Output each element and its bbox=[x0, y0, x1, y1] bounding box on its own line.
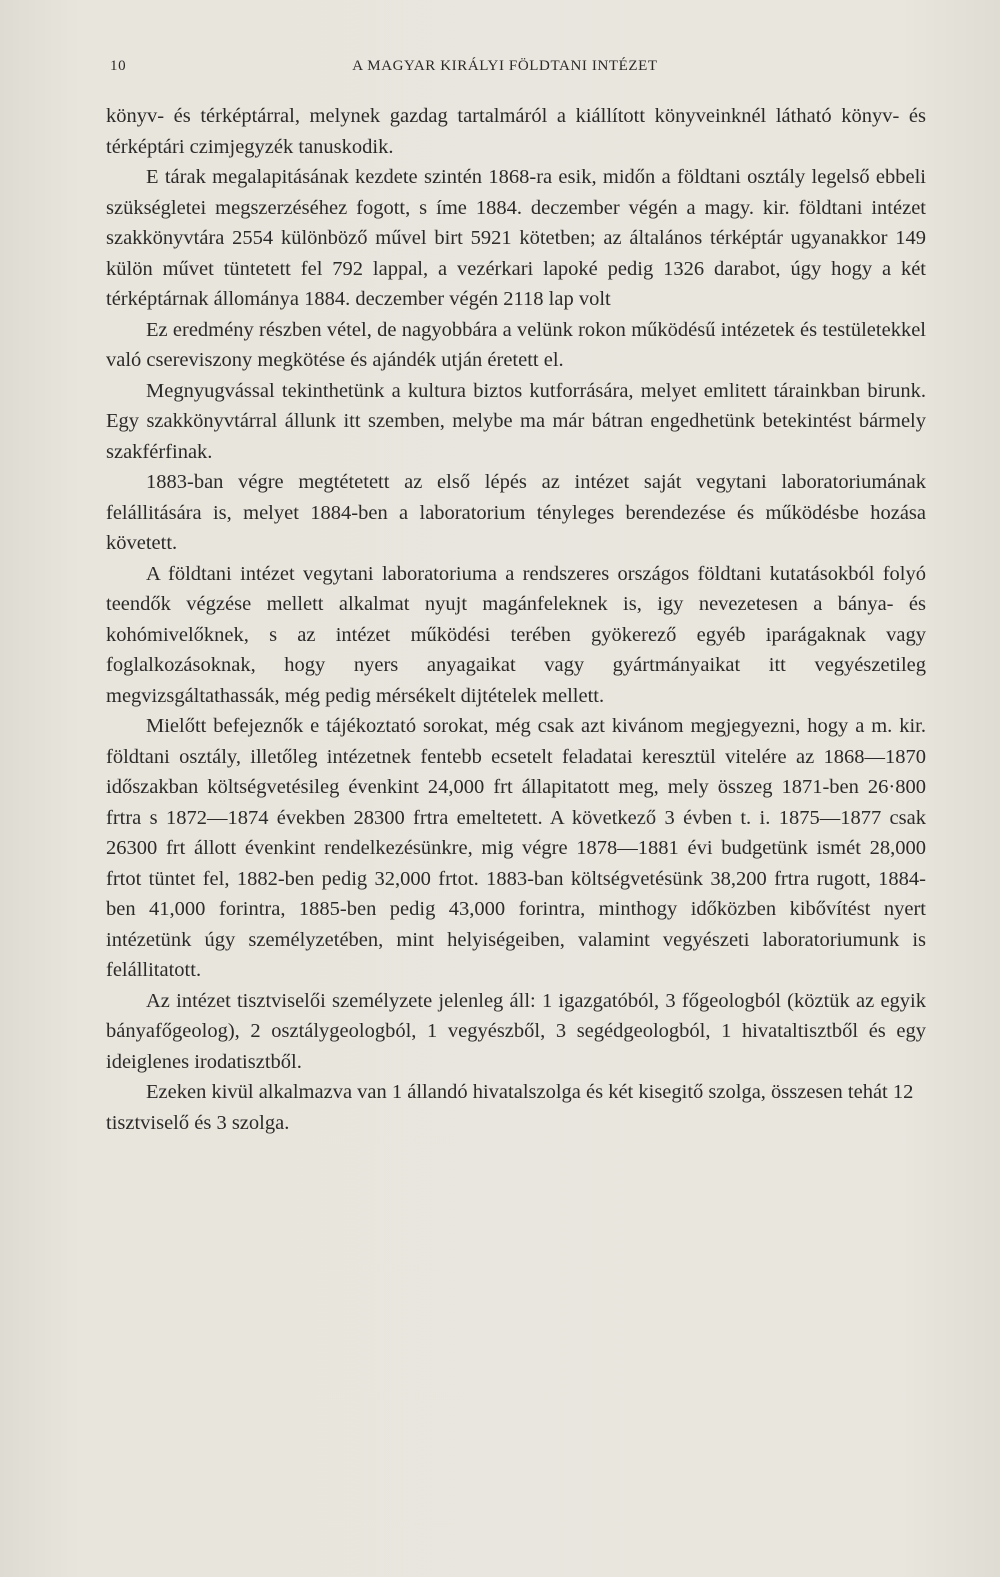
running-title: A MAGYAR KIRÁLYI FÖLDTANI INTÉZET bbox=[352, 58, 658, 74]
body-text bbox=[106, 101, 926, 1138]
page-header bbox=[110, 58, 900, 86]
paragraph: Mielőtt befejeznők e tájékoztató sorokat, még csak azt kivánom megjegyezni, hogy a m. kir. földtani osztály, illetőleg intézetnek fentebb ecsetelt feladatai keresztül vitelére az 1868—1870 időszakban költségvetésileg évenkint 24,000 frt állapitatott meg, mely összeg 1871-ben 26·800 frtra s 1872—1874 években 28300 frtra emeltetett. A következő 3 évben t. i. 1875—1877 csak 26300 frt állott évenkint rendelkezésünkre, mig végre 1878—1881 évi budgetünk ismét 28,000 frtot tüntet fel, 1882-ben pedig 32,000 frtot. 1883-ban költségvetésünk 38,200 frtra rugott, 1884-ben 41,000 forintra, 1885-ben pedig 43,000 forintra, minthogy időközben kibővítést nyert intézetünk úgy személyzetében, mint helyiségeiben, valamint vegyészeti laboratoriumunk is felállitatott. bbox=[106, 715, 926, 981]
paragraph: könyv- és térképtárral, melynek gazdag tartalmáról a kiállított könyveinknél látható könyv- és térképtári czimjegyzék tanuskodik. bbox=[106, 105, 926, 158]
paragraph: A földtani intézet vegytani laboratoriuma a rendszeres országos földtani kutatásokból folyó teendők végzése mellett alkalmat nyujt magánfeleknek is, igy nevezetesen a bánya- és kohómivelőknek, s az intézet működési terében gyökerező egyéb iparágaknak vagy foglalkozásoknak, hogy nyers anyagaikat vagy gyártmányaikat itt vegyészetileg megvizsgáltathassák, még pedig mérsékelt dijtételek mellett. bbox=[106, 562, 926, 707]
paragraph: 1883-ban végre megtétetett az első lépés az intézet saját vegytani laboratoriumának felállitására is, melyet 1884-ben a laboratorium tényleges berendezése és működésbe hozása követett. bbox=[106, 471, 926, 554]
paragraph: E tárak megalapitásának kezdete szintén 1868-ra esik, midőn a földtani osztály legelső ebbeli szükségletei megszerzéséhez fogott, s íme 1884. deczember végén a magy. kir. földtani intézet szakkönyvtára 2554 különböző művel birt 5921 kötetben; az általános térképtár ugyanakkor 149 külön művet tüntetett fel 792 lappal, a vezérkari lapoké pedig 1326 darabot, úgy hogy a két térképtárnak állománya 1884. deczember végén 2118 lap volt bbox=[106, 166, 926, 310]
paragraph: Az intézet tisztviselői személyzete jelenleg áll: 1 igazgatóból, 3 főgeologból (köztük az egyik bányafőgeolog), 2 osztálygeologból, 1 vegyészből, 3 segédgeologból, 1 hivataltisztből és egy ideiglenes irodatisztből. bbox=[106, 989, 926, 1073]
paragraph: Megnyugvással tekinthetünk a kultura biztos kutforrására, melyet emlitett tárainkban birunk. Egy szakkönyvtárral állunk itt szemben, melybe ma már bátran engedhetünk betekintést bármely szakférfinak. bbox=[106, 379, 926, 463]
paragraph: Ezeken kivül alkalmazva van 1 állandó hivatalszolga és két kisegitő szolga, összesen tehát 12 tisztviselő és 3 szolga. bbox=[106, 1081, 914, 1134]
page-number: 10 bbox=[110, 58, 127, 74]
paragraph: Ez eredmény részben vétel, de nagyobbára a velünk rokon működésű intézetek és testületekkel való csereviszony megkötése és ajándék utján éretett el. bbox=[106, 318, 926, 371]
